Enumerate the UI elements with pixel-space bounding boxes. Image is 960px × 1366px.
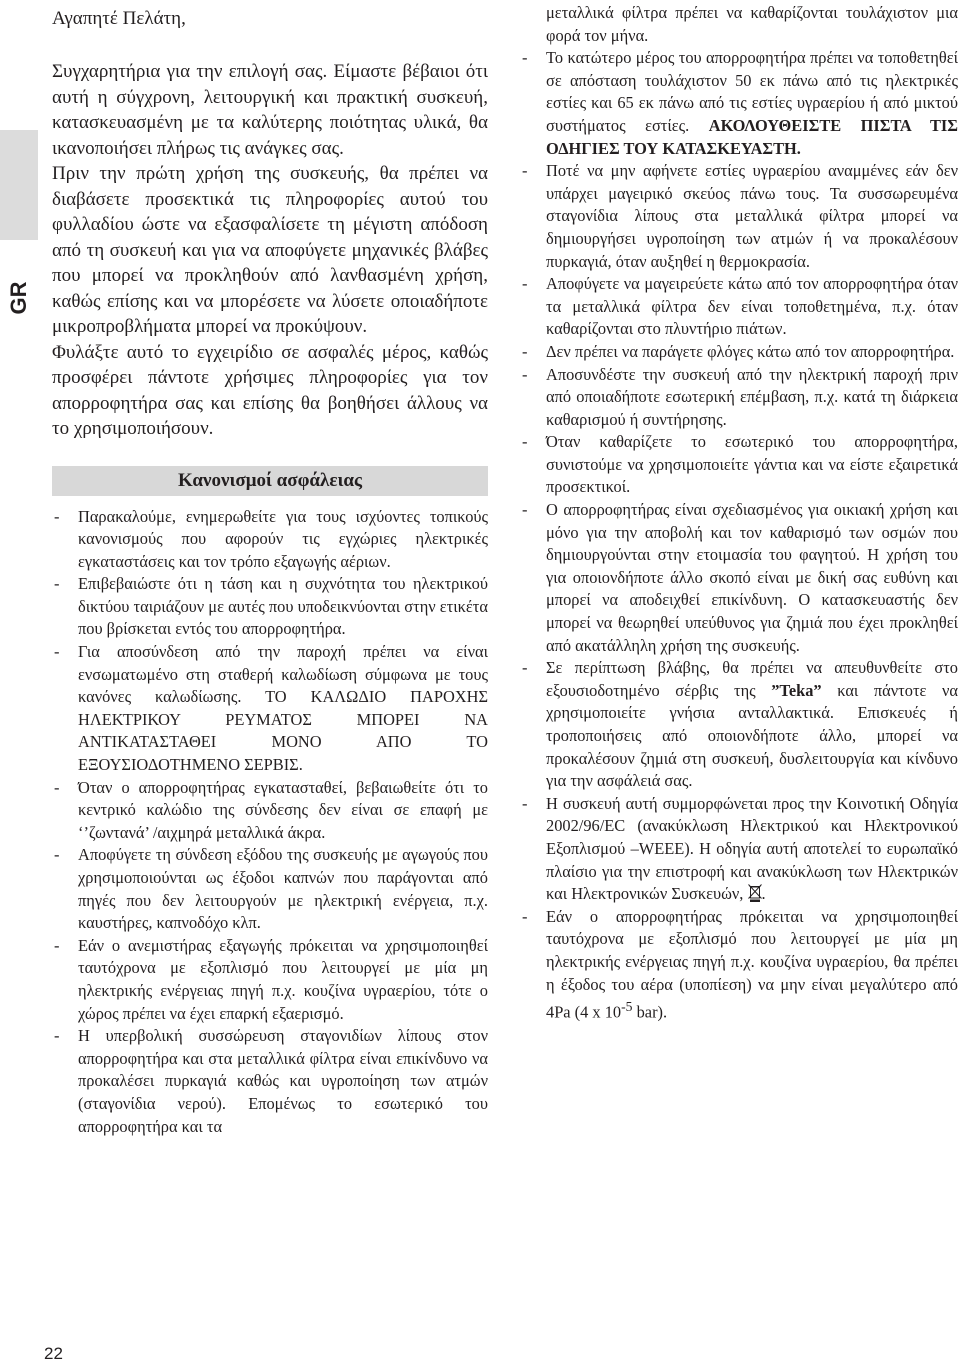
- safety-rule: - Η υπερβολική συσσώρευση σταγονιδίων λίπους στον απορροφητήρα και στα μεταλλικά φίλτρα είναι επικίνδυνο να προκαλέσει πυρκαγιά καθώς και υγροποίηση των ατμών (σταγονίδια νερού). Επομένως το εσωτερικό του απορροφητήρα και τα: [52, 1025, 488, 1138]
- safety-rule: [520, 793, 958, 906]
- safety-rules-list-continued: [520, 47, 958, 1024]
- rule-text: .: [761, 884, 766, 904]
- weee-bin-icon: [748, 884, 762, 902]
- safety-rule: - Όταν καθαρίζετε το εσωτερικό του απορροφητήρα, συνιστούμε να χρησιμοποιείτε γάντια και να είστε εξαιρετικά προσεκτικοί.: [520, 431, 958, 499]
- rule-text: Η συσκευή αυτή συμμορφώνεται προς την Κοινοτική Οδηγία 2002/96/EC (ανακύκλωση Ηλεκτρικού και Ηλεκτρονικού Εξοπλισμού –WEEE). Η οδηγία αυτή αποτελεί το ευρωπαϊκό πλαίσιο για την επιστροφή και ανακύκλωση των Ηλεκτρικών και Ηλεκτρονικών Συσκευών,: [546, 793, 958, 904]
- rule-text: Σε περίπτωση βλάβης, θα πρέπει να απευθυνθείτε στο εξουσιοδοτημένο σέρβις της: [546, 658, 958, 700]
- intro-paragraph: Συγχαρητήρια για την επιλογή σας. Είμαστε βέβαιοι ότι αυτή η σύγχρονη, λειτουργική και πρακτική συσκευή, κατασκευασμένη με τα καλύτερης ποιότητας υλικά, θα ικανοποιήσει πλήρως τις ανάγκες σας.: [52, 61, 488, 159]
- left-column: [52, 0, 488, 1138]
- safety-rule: - Όταν ο απορροφητήρας εγκατασταθεί, βεβαιωθείτε ότι το κεντρικό καλώδιο της σύνδεσης δεν είναι σε επαφή με ‘’ζωντανά’ /αιχμηρά μεταλλικά άκρα.: [52, 777, 488, 845]
- language-tab: [0, 130, 38, 315]
- safety-rule: [520, 47, 958, 160]
- exponent: -5: [621, 999, 633, 1015]
- rule-emphasis: ΑΚΟΛΟΥΘΕΙΣΤΕ ΠΙΣΤΑ ΤΙΣ ΟΔΗΓΙΕΣ ΤΟΥ ΚΑΤΑΣΚΕΥΑΣΤΗ.: [546, 115, 958, 158]
- brand-name: ”Teka”: [771, 680, 822, 700]
- intro-text: [52, 59, 488, 442]
- greeting: Αγαπητέ Πελάτη,: [52, 8, 186, 29]
- safety-rule: - Παρακαλούμε, ενημερωθείτε για τους ισχύοντες τοπικούς κανονισμούς που αφορούν τις εγχώριες ηλεκτρικές εγκαταστάσεις και τον τρόπο εξαγωγής αέριων.: [52, 506, 488, 574]
- safety-rule: - Αποφύγετε να μαγειρεύετε κάτω από τον απορροφητήρα όταν τα μεταλλικά φίλτρα δεν είναι τοποθετημένα, π.χ. όταν καθαρίζονται στο πλυντήριο πιάτων.: [520, 273, 958, 341]
- safety-rule: - Αποφύγετε τη σύνδεση εξόδου της συσκευής με αγωγούς που χρησιμοποιούνται ως έξοδοι καπνών που παράγονται από πηγές που δεν λειτουργούν με ηλεκτρική ενέργεια, π.χ. καυστήρες, καπνοδόχο κλπ.: [52, 844, 488, 934]
- page-number: 22: [44, 1344, 63, 1363]
- rule-text: bar).: [632, 1002, 668, 1022]
- intro-paragraph: Πριν την πρώτη χρήση της συσκευής, θα πρέπει να διαβάσετε προσεκτικά τις πληροφορίες αυτού του φυλλαδίου ώστε να εξασφαλίσετε τη μέγιστη απόδοση από τη συσκευή και για να αποφύγετε μηχανικές βλάβες που μπορεί να προκληθούν από λανθασμένη χρήση, καθώς επίσης και να μπορέσετε να λύσετε οποιαδήποτε μικροπροβλήματα μπορεί να προκύψουν.: [52, 163, 488, 337]
- rule-text: Εάν ο απορροφητήρας πρόκειται να χρησιμοποιηθεί ταυτόχρονα με εξοπλισμό που λειτουργεί με μία μη ηλεκτρικής ενέργειας πηγή π.χ. κουζίνα υγραερίου, θα πρέπει η έξοδος του αέρα (υποπίεση) να μην είναι μεγαλύτερο από 4Pa (4 x 10: [546, 906, 958, 1022]
- safety-rule: - Για αποσύνδεση από την παροχή πρέπει να είναι ενσωματωμένο στη σταθερή καλωδίωση σύμφωνα με τους κανόνες καλωδίωσης. ΤΟ ΚΑΛΩΔΙΟ ΠΑΡΟΧΗΣ ΗΛΕΚΤΡΙΚΟΥ ΡΕΥΜΑΤΟΣ ΜΠΟΡΕΙ ΝΑ ΑΝΤΙΚΑΤΑΣΤΑΘΕΙ ΜΟΝΟ ΑΠΟ ΤΟ ΕΞΟΥΣΙΟΔΟΤΗΜΕΝΟ ΣΕΡΒΙΣ.: [52, 641, 488, 777]
- safety-rules-list: [52, 506, 488, 1139]
- safety-rule: [520, 657, 958, 793]
- intro-paragraph: Φυλάξτε αυτό το εγχειρίδιο σε ασφαλές μέρος, καθώς προσφέρει πάντοτε χρήσιμες πληροφορίες για τον απορροφητήρα σας και επίσης θα βοηθήσει άλλους να το χρησιμοποιήσουν.: [52, 341, 488, 439]
- safety-rule: - Αποσυνδέστε την συσκευή από την ηλεκτρική παροχή πριν από οποιαδήποτε εσωτερική επέμβαση, π.χ. κατά τη διάρκεια καθαρισμού ή συντήρησης.: [520, 364, 958, 432]
- right-column: [520, 0, 958, 1024]
- safety-heading: Κανονισμοί ασφάλειας: [52, 466, 488, 496]
- safety-rule: [520, 906, 958, 1024]
- safety-rule: - Επιβεβαιώστε ότι η τάση και η συχνότητα του ηλεκτρικού δικτύου ταιριάζουν με αυτές που υποδεικνύονται στην ετικέτα που βρίσκεται εντός του απορροφητήρα.: [52, 573, 488, 641]
- rule-text: και πάντοτε να χρησιμοποιείτε γνήσια ανταλλακτικά. Επισκευές ή τροποποιήσεις από οποιονδήποτε άλλο, μπορεί να προκαλέσουν ζημιά στη συσκευή, δυσλειτουργία και κίνδυνο για την ασφάλειά σας.: [546, 680, 958, 791]
- rule-text: Το κατώτερο μέρος του απορροφητήρα πρέπει να τοποθετηθεί σε απόσταση τουλάχιστον 50 εκ πάνω από τις ηλεκτρικές εστίες και 65 εκ πάνω από τις εστίες υγραερίου ή από μικτού συστήματος εστίες.: [546, 48, 958, 135]
- safety-rule: - Ποτέ να μην αφήνετε εστίες υγραερίου αναμμένες εάν δεν υπάρχει μαγειρικό σκεύος πάνω τους. Τα συσσωρευμένα σταγονίδια λίπους στα μεταλλικά φίλτρα μπορεί να δημιουργήσει υγροποίηση των ατμών ή να προκαλέσουν πυρκαγιά, όταν αυξηθεί η θερμοκρασία.: [520, 160, 958, 273]
- safety-rule: - Εάν ο ανεμιστήρας εξαγωγής πρόκειται να χρησιμοποιηθεί ταυτόχρονα με εξοπλισμό που λειτουργεί με μία μη ηλεκτρικής ενέργειας πηγή π.χ. κουζίνα υγραερίου, τότε ο χώρος πρέπει να έχει επαρκή εξαερισμό.: [52, 935, 488, 1025]
- language-tab-label: GR: [6, 281, 31, 315]
- safety-rule: - Ο απορροφητήρας είναι σχεδιασμένος για οικιακή χρήση και μόνο για την αποβολή και τον καθαρισμό των οσμών που δημιουργούνται στην ετοιμασία του φαγητού. Η χρήση του για οποιονδήποτε άλλο σκοπό είναι με δική σας ευθύνη και μπορεί να αποδειχθεί επικίνδυνη. Ο κατασκευαστής δεν μπορεί να θεωρηθεί υπεύθυνος για ζημιά που έχει προκληθεί από ακατάλληλη χρήση της συσκευής.: [520, 499, 958, 657]
- continued-text: μεταλλικά φίλτρα πρέπει να καθαρίζονται τουλάχιστον μια φορά τον μήνα.: [546, 3, 958, 45]
- safety-rule: - Δεν πρέπει να παράγετε φλόγες κάτω από τον απορροφητήρα.: [520, 341, 958, 364]
